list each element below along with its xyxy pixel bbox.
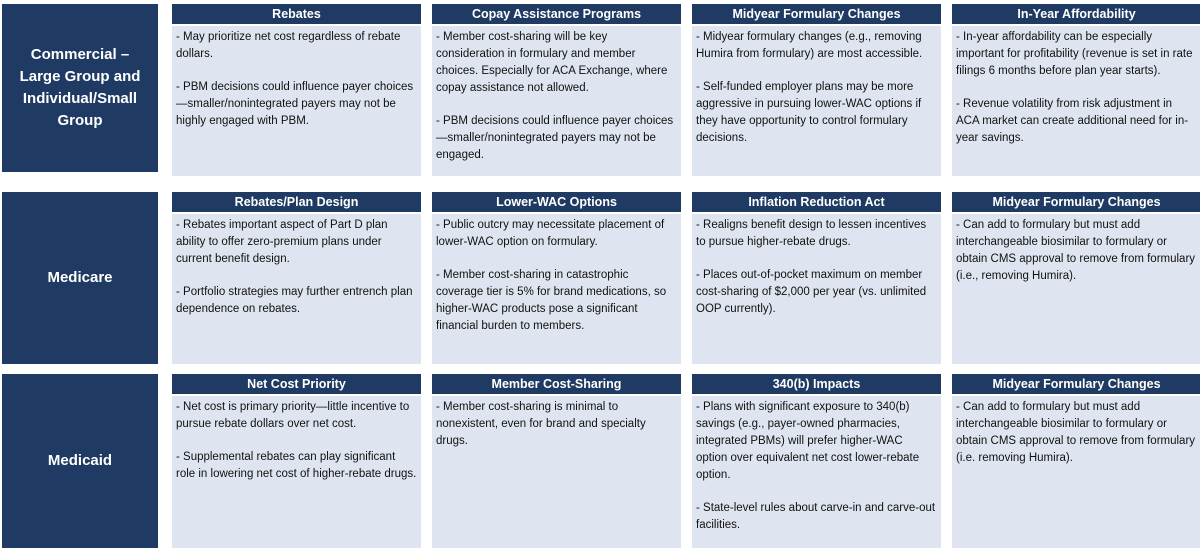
cell-header: Copay Assistance Programs: [432, 4, 681, 24]
bullet-text: - PBM decisions could influence payer choices—smaller/nonintegrated payers may not be engaged.: [436, 115, 674, 161]
cell-header: Rebates: [172, 4, 421, 24]
cell-body: [692, 396, 941, 548]
cell-body: [172, 396, 421, 548]
bullet-text: - Can add to formulary but must add interchangeable biosimilar to formulary or obtain CMS approval to remove from formulary (i.e., removing Humira).: [956, 219, 1196, 282]
cell-commercial-copay-assistance: [432, 4, 681, 161]
row-label-text: Medicare: [47, 269, 113, 286]
cell-header: In-Year Affordability: [952, 4, 1200, 24]
cell-header: 340(b) Impacts: [692, 374, 941, 394]
cell-body: [952, 396, 1200, 548]
cell-body: [692, 26, 941, 176]
cell-medicare-rebates-plan-design: [172, 192, 421, 315]
cell-medicaid-midyear-formulary: [952, 374, 1200, 464]
bullet-text: - May prioritize net cost regardless of rebate dollars.: [176, 31, 401, 60]
cell-header: Rebates/Plan Design: [172, 192, 421, 212]
cell-medicare-inflation-reduction-act: [692, 192, 941, 315]
cell-header: Member Cost-Sharing: [432, 374, 681, 394]
row-label-commercial: [2, 4, 158, 172]
bullet-text: - In-year affordability can be especially important for profitability (revenue is set in rate filings 6 months before plan year starts).: [956, 31, 1193, 77]
cell-commercial-midyear-formulary: [692, 4, 941, 144]
bullet-text: - Revenue volatility from risk adjustment in ACA market can create additional need for in-year savings.: [956, 98, 1189, 144]
bullet-text: - Places out-of-pocket maximum on member cost-sharing of $2,000 per year (vs. unlimited OOP currently).: [696, 269, 927, 315]
cell-commercial-rebates: [172, 4, 421, 127]
cell-body: [432, 26, 681, 176]
bullet-text: - Public outcry may necessitate placement of lower-WAC option on formulary.: [436, 219, 665, 248]
row-label-medicare: [2, 192, 158, 364]
cell-body: [692, 214, 941, 364]
bullet-text: - Self-funded employer plans may be more aggressive in pursuing lower-WAC options if they have opportunity to control formulary decisions.: [696, 81, 922, 144]
cell-header: Net Cost Priority: [172, 374, 421, 394]
bullet-text: - PBM decisions could influence payer choices—smaller/nonintegrated payers may not be highly engaged with PBM.: [176, 81, 414, 127]
bullet-text: - Portfolio strategies may further entrench plan dependence on rebates.: [176, 286, 413, 315]
cell-header: Lower-WAC Options: [432, 192, 681, 212]
bullet-text: - Plans with significant exposure to 340(b) savings (e.g., payer-owned pharmacies, integrated PBMs) will prefer higher-WAC option over equivalent net cost lower-rebate option.: [696, 401, 920, 481]
bullet-text: - Can add to formulary but must add interchangeable biosimilar to formulary or obtain CMS approval to remove from formulary (i.e. removing Humira).: [956, 401, 1196, 464]
cell-body: [432, 396, 681, 548]
cell-medicare-lower-wac: [432, 192, 681, 332]
bullet-text: - Supplemental rebates can play significant role in lowering net cost of higher-rebate drugs.: [176, 451, 417, 480]
cell-commercial-in-year-affordability: [952, 4, 1200, 144]
row-label-medicaid: [2, 374, 158, 548]
bullet-text: - Member cost-sharing in catastrophic coverage tier is 5% for brand medications, so higher-WAC products pose a significant financial burden to members.: [436, 269, 667, 332]
bullet-text: - Member cost-sharing is minimal to nonexistent, even for brand and specialty drugs.: [436, 401, 646, 447]
bullet-text: - Realigns benefit design to lessen incentives to pursue higher-rebate drugs.: [696, 219, 927, 248]
cell-medicaid-member-cost-sharing: [432, 374, 681, 447]
bullet-text: - Member cost-sharing will be key consideration in formulary and member choices. Especially for ACA Exchange, where copay assistance not allowed.: [436, 31, 668, 94]
bullet-text: - Midyear formulary changes (e.g., removing Humira from formulary) are most accessible.: [696, 31, 923, 60]
cell-header: Midyear Formulary Changes: [952, 374, 1200, 394]
bullet-text: - Rebates important aspect of Part D plan ability to offer zero-premium plans under current benefit design.: [176, 219, 388, 265]
cell-body: [432, 214, 681, 364]
cell-header: Midyear Formulary Changes: [692, 4, 941, 24]
cell-body: [952, 26, 1200, 176]
cell-body: [172, 26, 421, 176]
row-label-text: Commercial – Large Group and Individual/Small Group: [19, 46, 141, 129]
cell-header: Midyear Formulary Changes: [952, 192, 1200, 212]
bullet-text: - Net cost is primary priority—little incentive to pursue rebate dollars over net cost.: [176, 401, 410, 430]
cell-medicaid-340b-impacts: [692, 374, 941, 531]
cell-body: [172, 214, 421, 364]
row-label-text: Medicaid: [47, 452, 113, 469]
cell-header: Inflation Reduction Act: [692, 192, 941, 212]
cell-medicare-midyear-formulary: [952, 192, 1200, 282]
cell-body: [952, 214, 1200, 364]
bullet-text: - State-level rules about carve-in and carve-out facilities.: [696, 502, 936, 531]
cell-medicaid-net-cost-priority: [172, 374, 421, 480]
